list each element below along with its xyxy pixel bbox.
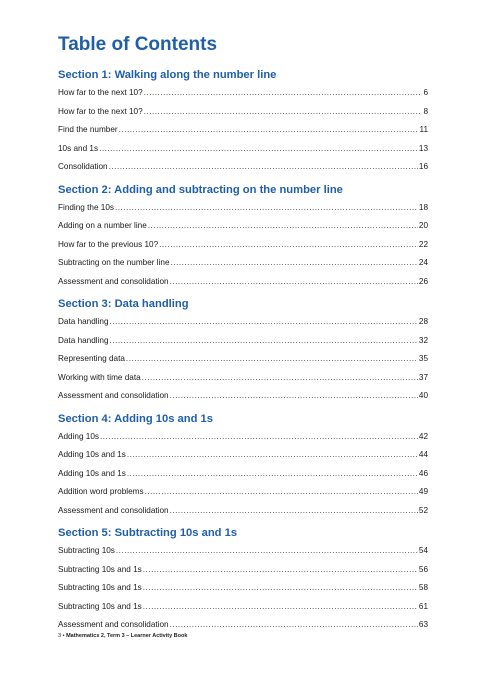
toc-entry-page-number: 22	[418, 239, 428, 249]
toc-entry[interactable]	[58, 277, 428, 296]
toc-entry-label: Assessment and consolidation	[58, 505, 169, 515]
toc-entry-label: Subtracting 10s and 1s	[58, 564, 142, 574]
toc-entry-label: Assessment and consolidation	[58, 391, 169, 400]
toc-entry-label: Working with time data	[58, 372, 141, 382]
toc-dot-leader	[110, 317, 418, 327]
toc-entry[interactable]	[58, 565, 428, 584]
toc-entry-label: Adding 10s and 1s	[58, 468, 126, 478]
toc-entry-page-number: 11	[419, 125, 428, 134]
toc-entry[interactable]	[58, 162, 428, 181]
toc-dot-leader	[100, 432, 418, 442]
page-title: Table of Contents	[58, 34, 218, 55]
toc-entry-label: Assessment and consolidation	[58, 276, 169, 286]
toc-entry[interactable]	[58, 373, 428, 392]
toc-entry-page-number: 35	[418, 354, 428, 363]
toc-entry-label: Adding on a number line	[58, 221, 147, 230]
toc-section	[58, 297, 428, 410]
toc-entry[interactable]	[58, 391, 428, 410]
footer-separator: •	[62, 633, 65, 639]
toc-entry[interactable]	[58, 258, 428, 277]
toc-dot-leader	[148, 221, 418, 231]
toc-entry-page-number: 63	[418, 620, 428, 629]
toc-entry-page-number: 24	[418, 258, 428, 267]
toc-entry-page-number: 13	[418, 143, 428, 153]
toc-entry[interactable]	[58, 203, 428, 222]
toc-entry[interactable]	[58, 583, 428, 602]
toc-dot-leader	[109, 162, 418, 172]
toc-entry[interactable]	[58, 88, 428, 107]
toc-entry-label: Subtracting 10s and 1s	[58, 601, 142, 611]
toc-entry-label: Adding 10s	[58, 431, 99, 441]
toc-entry-page-number: 56	[418, 564, 428, 574]
toc-entry-label: Addition word problems	[58, 487, 144, 496]
toc-entry[interactable]	[58, 354, 428, 373]
section-title: Section 4: Adding 10s and 1s	[58, 412, 214, 425]
toc-entry[interactable]	[58, 506, 428, 525]
toc-entry[interactable]	[58, 317, 428, 336]
toc-entry[interactable]	[58, 602, 428, 621]
section-title: Section 2: Adding and subtracting on the number line	[58, 183, 343, 196]
toc-dot-leader	[170, 391, 418, 401]
toc-dot-leader	[144, 88, 423, 98]
toc-dot-leader	[170, 277, 418, 287]
toc-dot-leader	[115, 203, 418, 213]
toc-dot-leader	[170, 620, 418, 630]
toc-dot-leader	[119, 125, 419, 135]
toc-entry-label: Data handling	[58, 317, 109, 326]
footer-page-number: 3	[58, 633, 62, 639]
toc-entry-label: How far to the next 10?	[58, 88, 143, 97]
toc-dot-leader	[171, 258, 418, 268]
toc-dot-leader	[127, 450, 418, 460]
toc-entry-label: Assessment and consolidation	[58, 620, 169, 629]
toc-entry-page-number: 44	[418, 450, 428, 459]
toc-entry-label: Finding the 10s	[58, 202, 114, 212]
toc-entry-page-number: 37	[418, 372, 428, 382]
footer-book-title: Mathematics 2, Term 3 – Learner Activity Book	[66, 633, 188, 639]
toc-dot-leader	[110, 336, 418, 346]
toc-dot-leader	[99, 144, 418, 154]
toc-dot-leader	[126, 354, 418, 364]
toc-entry-page-number: 49	[418, 487, 428, 496]
toc-dot-leader	[143, 565, 418, 575]
toc-entry-page-number: 28	[418, 317, 428, 326]
table-of-contents	[58, 34, 428, 641]
toc-dot-leader	[170, 506, 418, 516]
toc-entry[interactable]	[58, 240, 428, 259]
toc-dot-leader	[143, 602, 418, 612]
toc-entry-label: How far to the previous 10?	[58, 239, 159, 249]
toc-dot-leader	[116, 546, 418, 556]
toc-dot-leader	[144, 107, 423, 117]
toc-entry-page-number: 46	[418, 468, 428, 478]
toc-section	[58, 526, 428, 639]
toc-entry-page-number: 42	[418, 431, 428, 441]
page-footer	[58, 633, 187, 639]
toc-dot-leader	[159, 240, 418, 250]
toc-entry-page-number: 32	[418, 335, 428, 345]
toc-entry-label: Representing data	[58, 354, 125, 363]
toc-entry-label: Subtracting 10s	[58, 546, 115, 555]
toc-entry-label: Find the number	[58, 125, 118, 134]
toc-entry[interactable]	[58, 107, 428, 126]
toc-entry-label: Data handling	[58, 335, 109, 345]
toc-entry-page-number: 18	[418, 202, 428, 212]
toc-entry[interactable]	[58, 432, 428, 451]
toc-entry-page-number: 8	[423, 106, 428, 116]
toc-dot-leader	[142, 373, 418, 383]
toc-entry[interactable]	[58, 125, 428, 144]
toc-dot-leader	[145, 487, 418, 497]
section-title: Section 1: Walking along the number line	[58, 69, 277, 81]
toc-entry-label: How far to the next 10?	[58, 106, 143, 116]
toc-entry-page-number: 20	[418, 221, 428, 230]
toc-entry-label: 10s and 1s	[58, 143, 99, 153]
toc-entry-label: Adding 10s and 1s	[58, 450, 126, 459]
toc-section	[58, 183, 428, 296]
section-title: Section 3: Data handling	[58, 298, 189, 310]
section-title: Section 5: Subtracting 10s and 1s	[58, 527, 238, 539]
toc-dot-leader	[127, 469, 418, 479]
toc-entry-page-number: 52	[418, 505, 428, 515]
toc-dot-leader	[143, 583, 418, 593]
toc-entry-page-number: 6	[423, 88, 428, 97]
toc-entry[interactable]	[58, 221, 428, 240]
toc-entry-label: Subtracting on the number line	[58, 258, 170, 267]
toc-entry-label: Subtracting 10s and 1s	[58, 583, 142, 592]
toc-entry[interactable]	[58, 487, 428, 506]
toc-entry[interactable]	[58, 336, 428, 355]
toc-entry-page-number: 40	[418, 391, 428, 400]
toc-entry-page-number: 61	[418, 601, 428, 611]
toc-entry-page-number: 16	[418, 162, 428, 171]
toc-entry[interactable]	[58, 469, 428, 488]
toc-entry[interactable]	[58, 546, 428, 565]
toc-section	[58, 68, 428, 181]
toc-entry[interactable]	[58, 450, 428, 469]
toc-entry[interactable]	[58, 144, 428, 163]
toc-entry-page-number: 26	[418, 276, 428, 286]
toc-entry-label: Consolidation	[58, 162, 108, 171]
toc-entry-page-number: 58	[418, 583, 428, 592]
toc-section	[58, 412, 428, 525]
toc-sections	[58, 68, 428, 639]
toc-entry-page-number: 54	[418, 546, 428, 555]
